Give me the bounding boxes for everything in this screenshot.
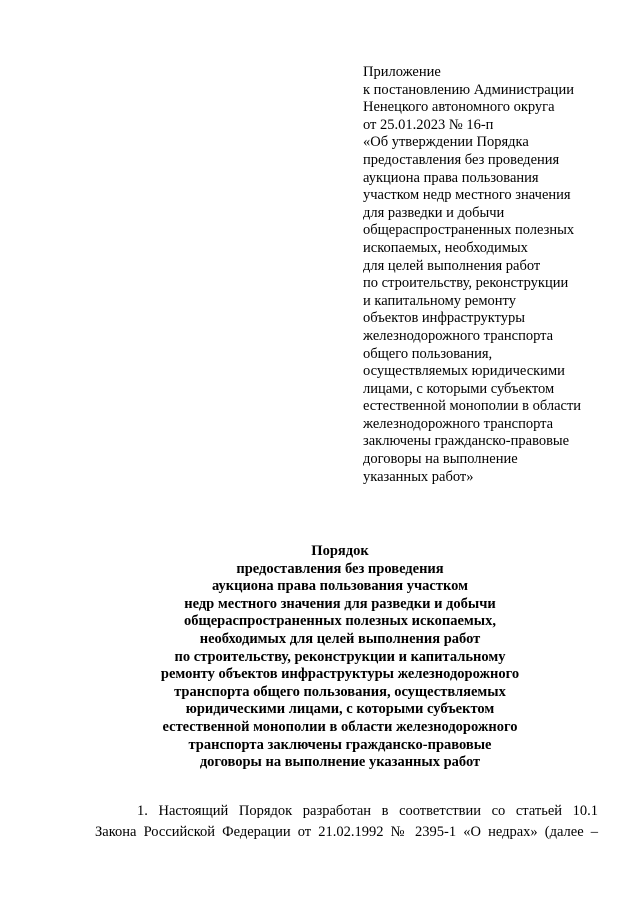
- appendix-line: договоры на выполнение: [363, 451, 518, 468]
- document-title-line: аукциона права пользования участком: [211, 578, 469, 595]
- appendix-line: от 25.01.2023 № 16-п: [363, 116, 494, 133]
- appendix-line: аукциона права пользования: [363, 169, 539, 186]
- body-line: 1. Настоящий Порядок разработан в соответствии со статьей 10.1: [137, 803, 598, 819]
- appendix-line: и капитальному ремонту: [363, 292, 516, 309]
- appendix-line: осуществляемых юридическими: [363, 363, 565, 380]
- document-title-line: необходимых для целей выполнения работ: [199, 630, 481, 647]
- appendix-line: к постановлению Администрации: [363, 81, 574, 98]
- document-title-line: общераспространенных полезных ископаемых,: [183, 613, 497, 630]
- appendix-line: общего пользования,: [363, 345, 493, 362]
- appendix-line: объектов инфраструктуры: [363, 310, 526, 327]
- document-title-line: договоры на выполнение указанных работ: [199, 754, 481, 771]
- appendix-line: Ненецкого автономного округа: [363, 99, 555, 116]
- body-line: Закона Российской Федерации от 21.02.1992 № 2395-1 «О недрах» (далее –: [95, 824, 598, 840]
- appendix-line: заключены гражданско-правовые: [363, 433, 570, 450]
- appendix-line: для разведки и добычи: [363, 204, 505, 221]
- document-title-heading: Порядок: [311, 543, 369, 559]
- appendix-line: по строительству, реконструкции: [363, 275, 569, 292]
- document-title-block: [80, 543, 600, 772]
- appendix-line: предоставления без проведения: [363, 151, 560, 168]
- appendix-line: железнодорожного транспорта: [363, 327, 554, 344]
- appendix-block: [363, 64, 623, 486]
- appendix-line: железнодорожного транспорта: [363, 415, 554, 432]
- document-title-line: ремонту объектов инфраструктуры железнодорожного: [160, 666, 520, 683]
- document-title-line: по строительству, реконструкции и капитальному: [174, 648, 506, 665]
- appendix-line: общераспространенных полезных: [363, 222, 575, 239]
- document-title-line: транспорта общего пользования, осуществляемых: [174, 683, 506, 700]
- appendix-line: для целей выполнения работ: [363, 257, 541, 274]
- appendix-line: естественной монополии в области: [363, 398, 582, 415]
- document-title-line: транспорта заключены гражданско-правовые: [188, 736, 492, 753]
- document-title-line: юридическими лицами, с которыми субъектом: [185, 701, 495, 718]
- appendix-line: ископаемых, необходимых: [363, 239, 528, 256]
- appendix-line: указанных работ»: [363, 468, 474, 485]
- appendix-line: лицами, с которыми субъектом: [363, 380, 555, 397]
- appendix-line: Приложение: [363, 64, 441, 80]
- document-title-line: предоставления без проведения: [236, 560, 444, 577]
- appendix-line: «Об утверждении Порядка: [363, 134, 529, 151]
- appendix-line: участком недр местного значения: [363, 187, 571, 204]
- body-paragraph: [95, 801, 598, 843]
- document-title-line: естественной монополии в области железнодорожного: [162, 718, 518, 735]
- document-title-line: недр местного значения для разведки и добычи: [184, 595, 496, 612]
